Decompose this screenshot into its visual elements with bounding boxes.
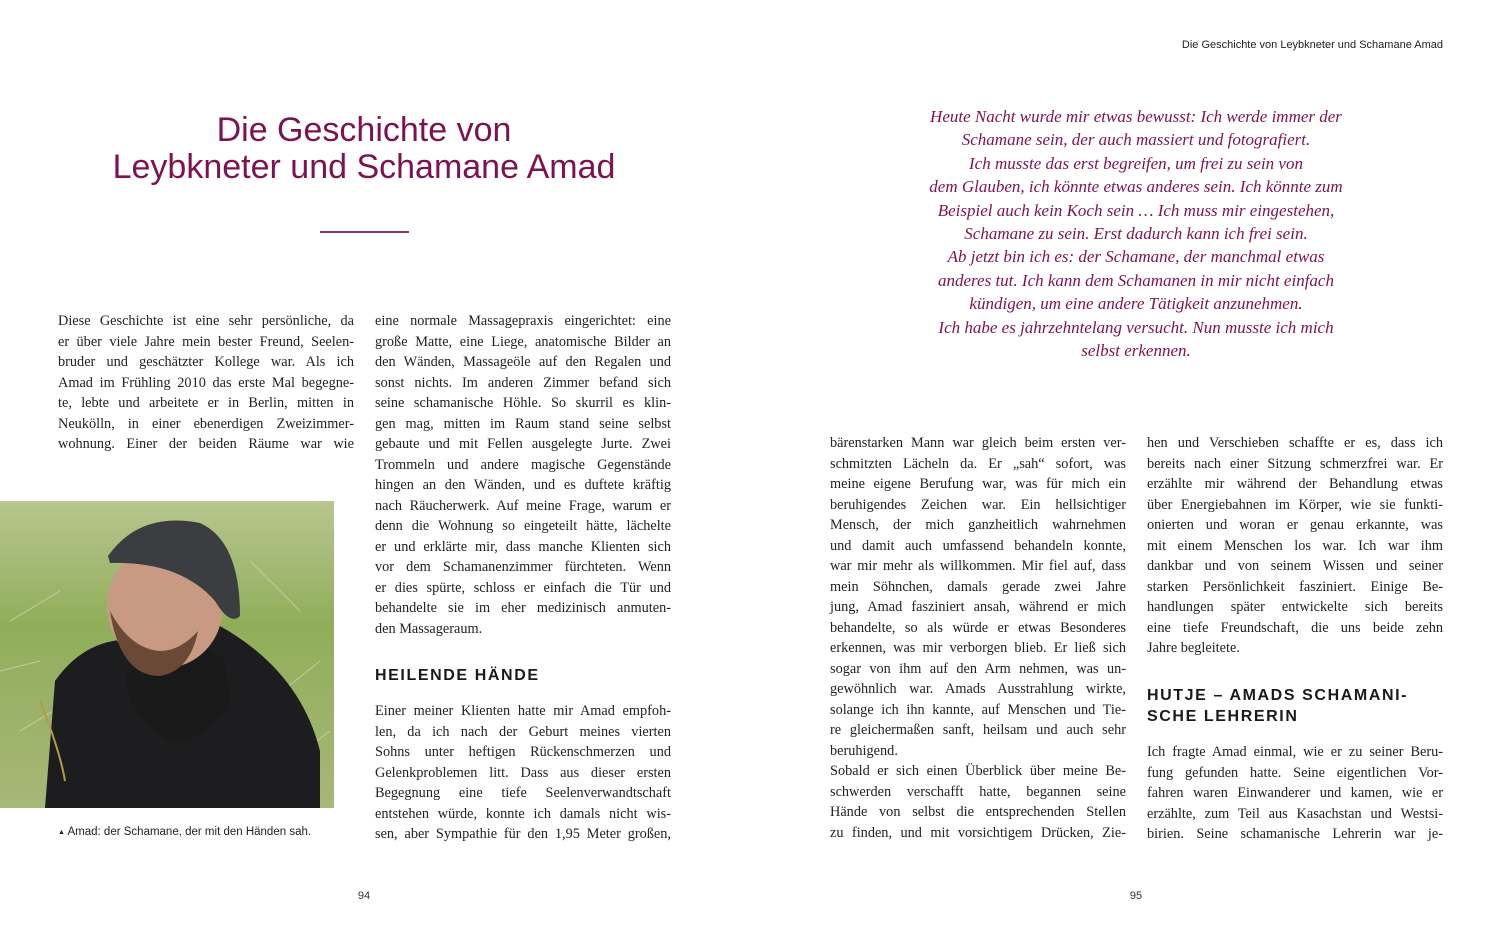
text-line: mein Söhnchen, damals gerade zwei Jahre <box>830 578 1126 595</box>
text-line: Ich fragte Amad einmal, wie er zu seiner Beru- <box>1147 744 1443 760</box>
portrait-photo <box>0 501 334 808</box>
body-column-4-continued <box>1147 742 1443 845</box>
text-line: er über viele Jahre mein bester Freund, Seelen- <box>58 333 354 350</box>
text-line: gewöhnlich war. Amads Ausstrahlung wirkte, <box>830 681 1126 697</box>
text-line: schmitzten Lächeln da. Er „sah“ sofort, was <box>830 455 1126 472</box>
text-line: len, da ich nach der Geburt meines vierten <box>375 723 671 740</box>
text-line: erzählte, zum Teil aus Kasachstan und Westsi- <box>1147 805 1443 822</box>
text-line: entstehen würde, konnte ich damals nicht wis- <box>375 805 671 822</box>
page-number-right: 95 <box>1129 890 1143 902</box>
text-line: Diese Geschichte ist eine sehr persönliche, da <box>58 313 354 329</box>
quote-line: Ich musste das erst begreifen, um frei zu sein von <box>969 153 1303 173</box>
text-line: war mir mehr als willkommen. Mir fiel auf, dass <box>830 558 1126 574</box>
text-line: dankbar und von seinem Wissen und seiner <box>1147 558 1443 574</box>
text-line: Sohns unter heftigen Rückenschmerzen und <box>375 744 671 760</box>
text-line: wohnung. Einer der beiden Räume war wie <box>58 436 354 452</box>
text-line: gebaute und mit Fellen ausgelegte Jurte. Zwei <box>375 436 671 452</box>
heading-line: HUTJE – AMADS SCHAMANI- <box>1147 687 1409 704</box>
body-column-3 <box>830 433 1126 843</box>
text-line: mit einem Menschen los war. Ich war ihm <box>1147 537 1443 554</box>
chapter-title <box>64 112 664 186</box>
text-line: Jahre begleitete. <box>1147 640 1240 656</box>
text-line: erkennen, was mir verborgen blieb. Er ließ sich <box>830 640 1126 656</box>
quote-line: Heute Nacht wurde mir etwas bewusst: Ich werde immer der <box>930 107 1342 126</box>
text-line: Hände von selbst die entsprechenden Stellen <box>830 804 1126 820</box>
text-line: behandelte sie im eher medizinisch anmuten- <box>375 600 671 616</box>
text-line: Sobald er sich einen Überblick über meine Be- <box>830 763 1126 779</box>
text-line: solange ich ihn kannte, auf Menschen und Tie- <box>830 701 1126 718</box>
text-line: re gleichermaßen sanft, heilsam und auch sehr <box>830 722 1126 738</box>
body-column-4 <box>1147 433 1443 659</box>
text-line: bruder und geschätzter Kollege war. Als ich <box>58 354 354 370</box>
text-line: onierten und woran er genau erkannte, was <box>1147 517 1443 533</box>
text-line: er und erklärte mir, dass manche Klienten sich <box>375 538 671 555</box>
body-column-1 <box>58 311 354 455</box>
text-line: gen mag, mitten im Raum stand seine selbst <box>375 415 671 432</box>
text-line: Gelenkproblemen litt. Dass aus dieser ersten <box>375 764 671 781</box>
text-line: Mensch, der mich ganzheitlich wahrnehmen <box>830 517 1126 533</box>
quote-line: selbst erkennen. <box>1081 341 1191 361</box>
running-head: Die Geschichte von Leybkneter und Schamane Amad <box>1181 39 1443 51</box>
text-line: starken Persönlichkeit fasziniert. Einige Be- <box>1147 578 1443 595</box>
text-line: zu finden, und mit vorsichtigem Drücken, Zie- <box>830 824 1126 841</box>
text-line: birien. Seine schamanische Lehrerin war je- <box>1147 826 1443 842</box>
pull-quote <box>880 105 1392 362</box>
text-line: Einer meiner Klienten hatte mir Amad empfoh- <box>375 703 671 719</box>
text-line: hen und Verschieben schaffte er es, dass ich <box>1147 435 1443 451</box>
text-line: Neukölln, in einer ebenerdigen Zweizimmer- <box>58 415 354 432</box>
text-line: sen, aber Sympathie für den 1,95 Meter großen, <box>375 826 671 842</box>
text-line: und damit auch umfassend behandeln konnte, <box>830 537 1126 554</box>
text-line: te, lebte und arbeitete er in Berlin, mitten in <box>58 395 354 411</box>
text-line: den Massageraum. <box>375 620 483 637</box>
chapter-title-line: Leybkneter und Schamane Amad <box>112 148 616 186</box>
text-line: Amad im Frühling 2010 das erste Mal begegne- <box>58 374 354 391</box>
text-line: eine normale Massagepraxis eingerichtet: eine <box>375 313 671 329</box>
title-divider <box>320 231 409 233</box>
text-line: Begegnung eine tiefe Seelenverwandtschaft <box>375 785 671 801</box>
quote-line: Schamane sein, der auch massiert und fotografiert. <box>961 130 1311 150</box>
text-line: den Wänden, Massageöle auf den Regalen und <box>375 354 671 370</box>
text-line: eine tiefe Freundschaft, die uns beide zehn <box>1147 619 1443 636</box>
text-line: beruhigendes Zeichen war. Ein hellsichtiger <box>830 496 1126 513</box>
chapter-title-line: Die Geschichte von <box>216 111 512 149</box>
quote-line: Schamane zu sein. Erst dadurch kann ich frei sein. <box>964 224 1308 244</box>
text-line: erzählte mir während der Behandlung etwas <box>1147 476 1443 492</box>
text-line: sonst nichts. Im anderen Zimmer befand sich <box>375 374 671 391</box>
text-line: jung, Amad fasziniert ansah, während er mich <box>830 599 1126 615</box>
text-line: bärenstarken Mann war gleich beim ersten ver- <box>830 435 1126 451</box>
text-line: vor dem Schamanenzimmer fürchteten. Wenn <box>375 559 671 575</box>
text-line: beruhigend. <box>830 742 898 759</box>
text-line: handlungen später entwickelte sich bereits <box>1147 599 1443 615</box>
triangle-marker-icon: ▲ <box>58 829 65 836</box>
text-line: fung gefunden hatte. Seine eigentlichen Vor- <box>1147 764 1443 781</box>
text-line: er dies spürte, schloss er einfach die Tür und <box>375 579 671 596</box>
quote-line: kündigen, um eine andere Tätigkeit anzunehmen. <box>969 294 1303 314</box>
page-number-left: 94 <box>357 890 371 902</box>
heading-line: SCHE LEHRERIN <box>1147 708 1299 725</box>
text-line: Trommeln und andere magische Gegenstände <box>375 456 671 473</box>
text-line: behandelte, so als würde er etwas Besonderes <box>830 619 1126 636</box>
quote-line: dem Glauben, ich könnte etwas anderes sein. Ich könnte zum <box>929 177 1343 197</box>
text-line: sogar von ihm auf den Arm nehmen, was un- <box>830 660 1126 677</box>
quote-line: Ich habe es jahrzehntelang versucht. Nun musste ich mich <box>938 317 1334 337</box>
text-line: schwerden verschafft hatte, begannen seine <box>830 783 1126 800</box>
section-heading-heilende-haende: HEILENDE HÄNDE <box>375 667 540 684</box>
text-line: seine schamanische Höhle. So skurril es klin- <box>375 395 671 411</box>
body-column-2-continued <box>375 701 671 845</box>
quote-line: Beispiel auch kein Koch sein … Ich muss mir eingestehen, <box>937 200 1335 220</box>
text-line: bereits nach einer Sitzung schmerzfrei war. Er <box>1147 455 1443 472</box>
text-line: denn die Wohnung so eingeteilt hätte, lächelte <box>375 518 671 534</box>
text-line: meine eigene Berufung war, was für mich ein <box>830 476 1126 492</box>
text-line: über Energiebahnen im Körper, wie sie funkti- <box>1147 496 1443 513</box>
quote-line: Ab jetzt bin ich es: der Schamane, der manchmal etwas <box>947 247 1325 267</box>
text-line: große Matte, eine Liege, anatomische Bilder an <box>375 333 671 350</box>
photo-caption <box>58 826 311 838</box>
text-line: nach Räucherwerk. Auf meine Frage, warum er <box>375 497 671 514</box>
text-line: hingen an den Wänden, und es duftete kräftig <box>375 477 671 493</box>
section-heading-hutje <box>1147 685 1408 727</box>
body-column-2 <box>375 311 671 639</box>
text-line: fahren waren Einwanderer und kamen, wie er <box>1147 785 1443 801</box>
quote-line: anderes tut. Ich kann dem Schamanen in mir nicht einfach <box>938 270 1334 290</box>
caption-text: Amad: der Schamane, der mit den Händen sah. <box>67 826 312 838</box>
